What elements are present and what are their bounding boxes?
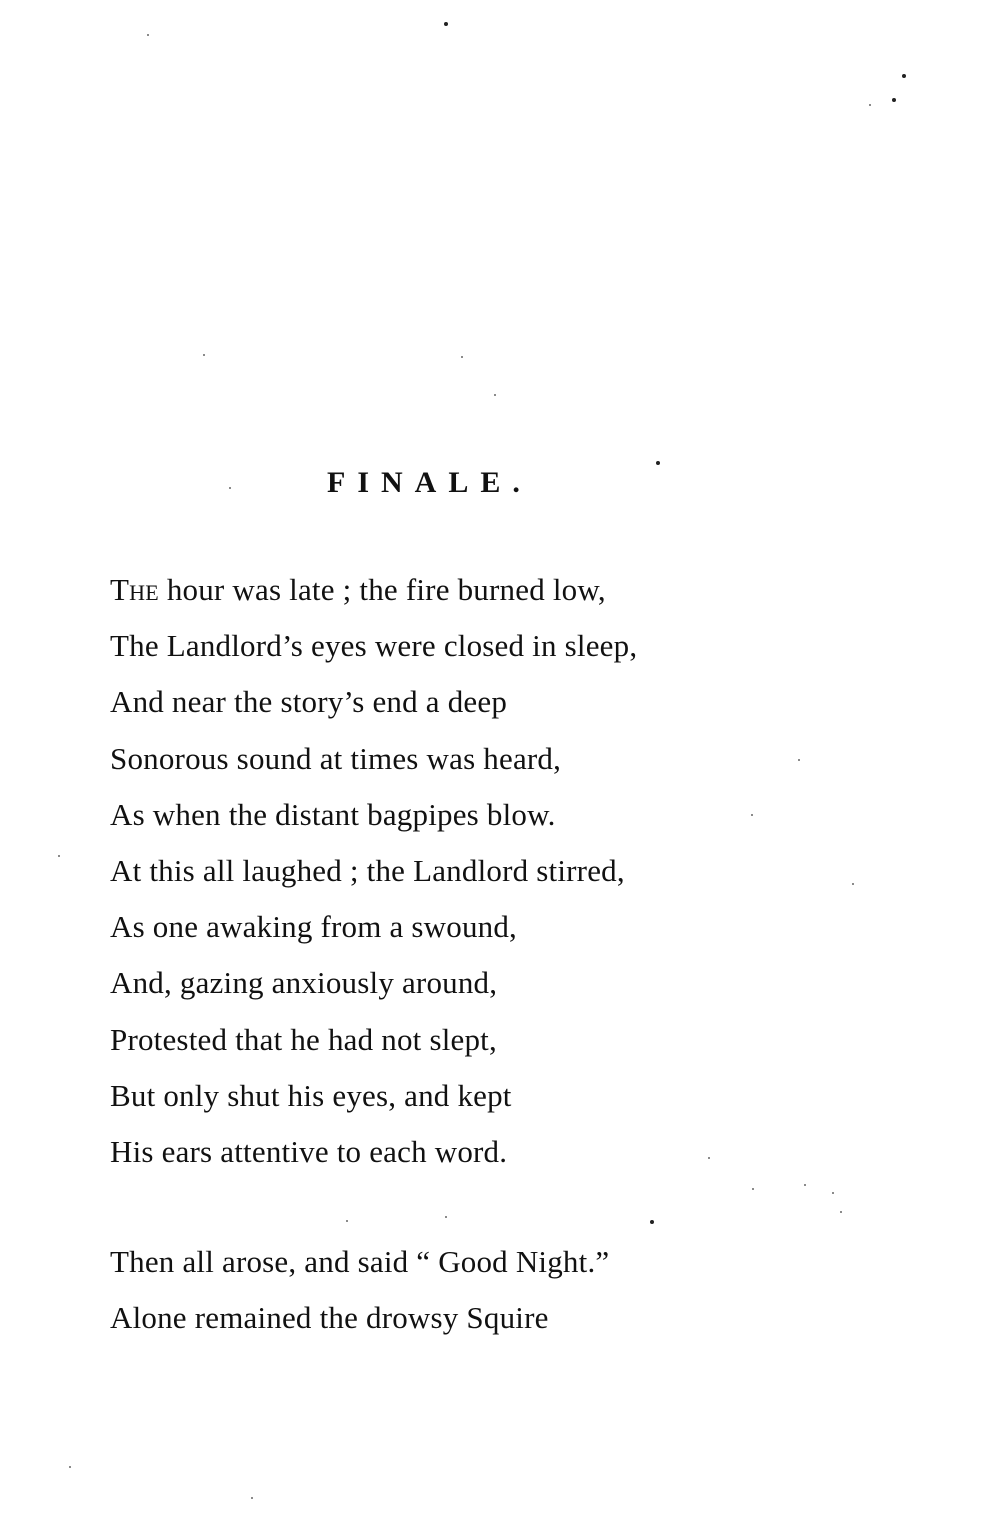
- print-speck: [804, 1184, 806, 1186]
- poem-line: As one awaking from a swound,: [110, 909, 517, 945]
- print-speck: [869, 104, 871, 106]
- print-speck: [650, 1220, 654, 1224]
- print-speck: [58, 855, 60, 857]
- print-speck: [444, 22, 448, 26]
- print-speck: [708, 1157, 710, 1159]
- print-speck: [251, 1497, 253, 1499]
- print-speck: [752, 1188, 754, 1190]
- line-text: hour was late ; the fire burned low,: [158, 572, 606, 607]
- print-speck: [445, 1216, 447, 1218]
- poem-line: His ears attentive to each word.: [110, 1133, 508, 1169]
- print-speck: [832, 1192, 834, 1194]
- print-speck: [852, 883, 854, 885]
- poem-line: And, gazing anxiously around,: [110, 965, 498, 1001]
- poem-line: At this all laughed ; the Landlord stirred,: [110, 852, 625, 888]
- stanza-2: [110, 1234, 609, 1346]
- poem-line: Sonorous sound at times was heard,: [110, 740, 562, 776]
- poem-line: As when the distant bagpipes blow.: [110, 796, 556, 832]
- print-speck: [840, 1211, 842, 1213]
- print-speck: [203, 354, 205, 356]
- print-speck: [69, 1466, 71, 1468]
- poem-line: And near the story’s end a deep: [110, 684, 508, 720]
- print-speck: [656, 461, 660, 465]
- print-speck: [494, 394, 496, 396]
- poem-line: [110, 562, 637, 618]
- print-speck: [902, 74, 906, 78]
- print-speck: [892, 98, 896, 102]
- print-speck: [751, 814, 753, 816]
- poem-line: Then all arose, and said “ Good Night.”: [110, 1244, 610, 1279]
- print-speck: [461, 356, 463, 358]
- chapter-heading: FINALE.: [327, 466, 532, 499]
- print-speck: [346, 1220, 348, 1222]
- stanza-1: [110, 562, 637, 1180]
- print-speck: [147, 34, 149, 36]
- print-speck: [798, 759, 800, 761]
- poem-line: The Landlord’s eyes were closed in sleep,: [110, 628, 638, 664]
- poem-line: Protested that he had not slept,: [110, 1021, 497, 1057]
- poem-line: Alone remained the drowsy Squire: [110, 1300, 549, 1336]
- opening-word: The: [110, 572, 159, 607]
- poem-line: But only shut his eyes, and kept: [110, 1077, 512, 1113]
- print-speck: [229, 487, 231, 489]
